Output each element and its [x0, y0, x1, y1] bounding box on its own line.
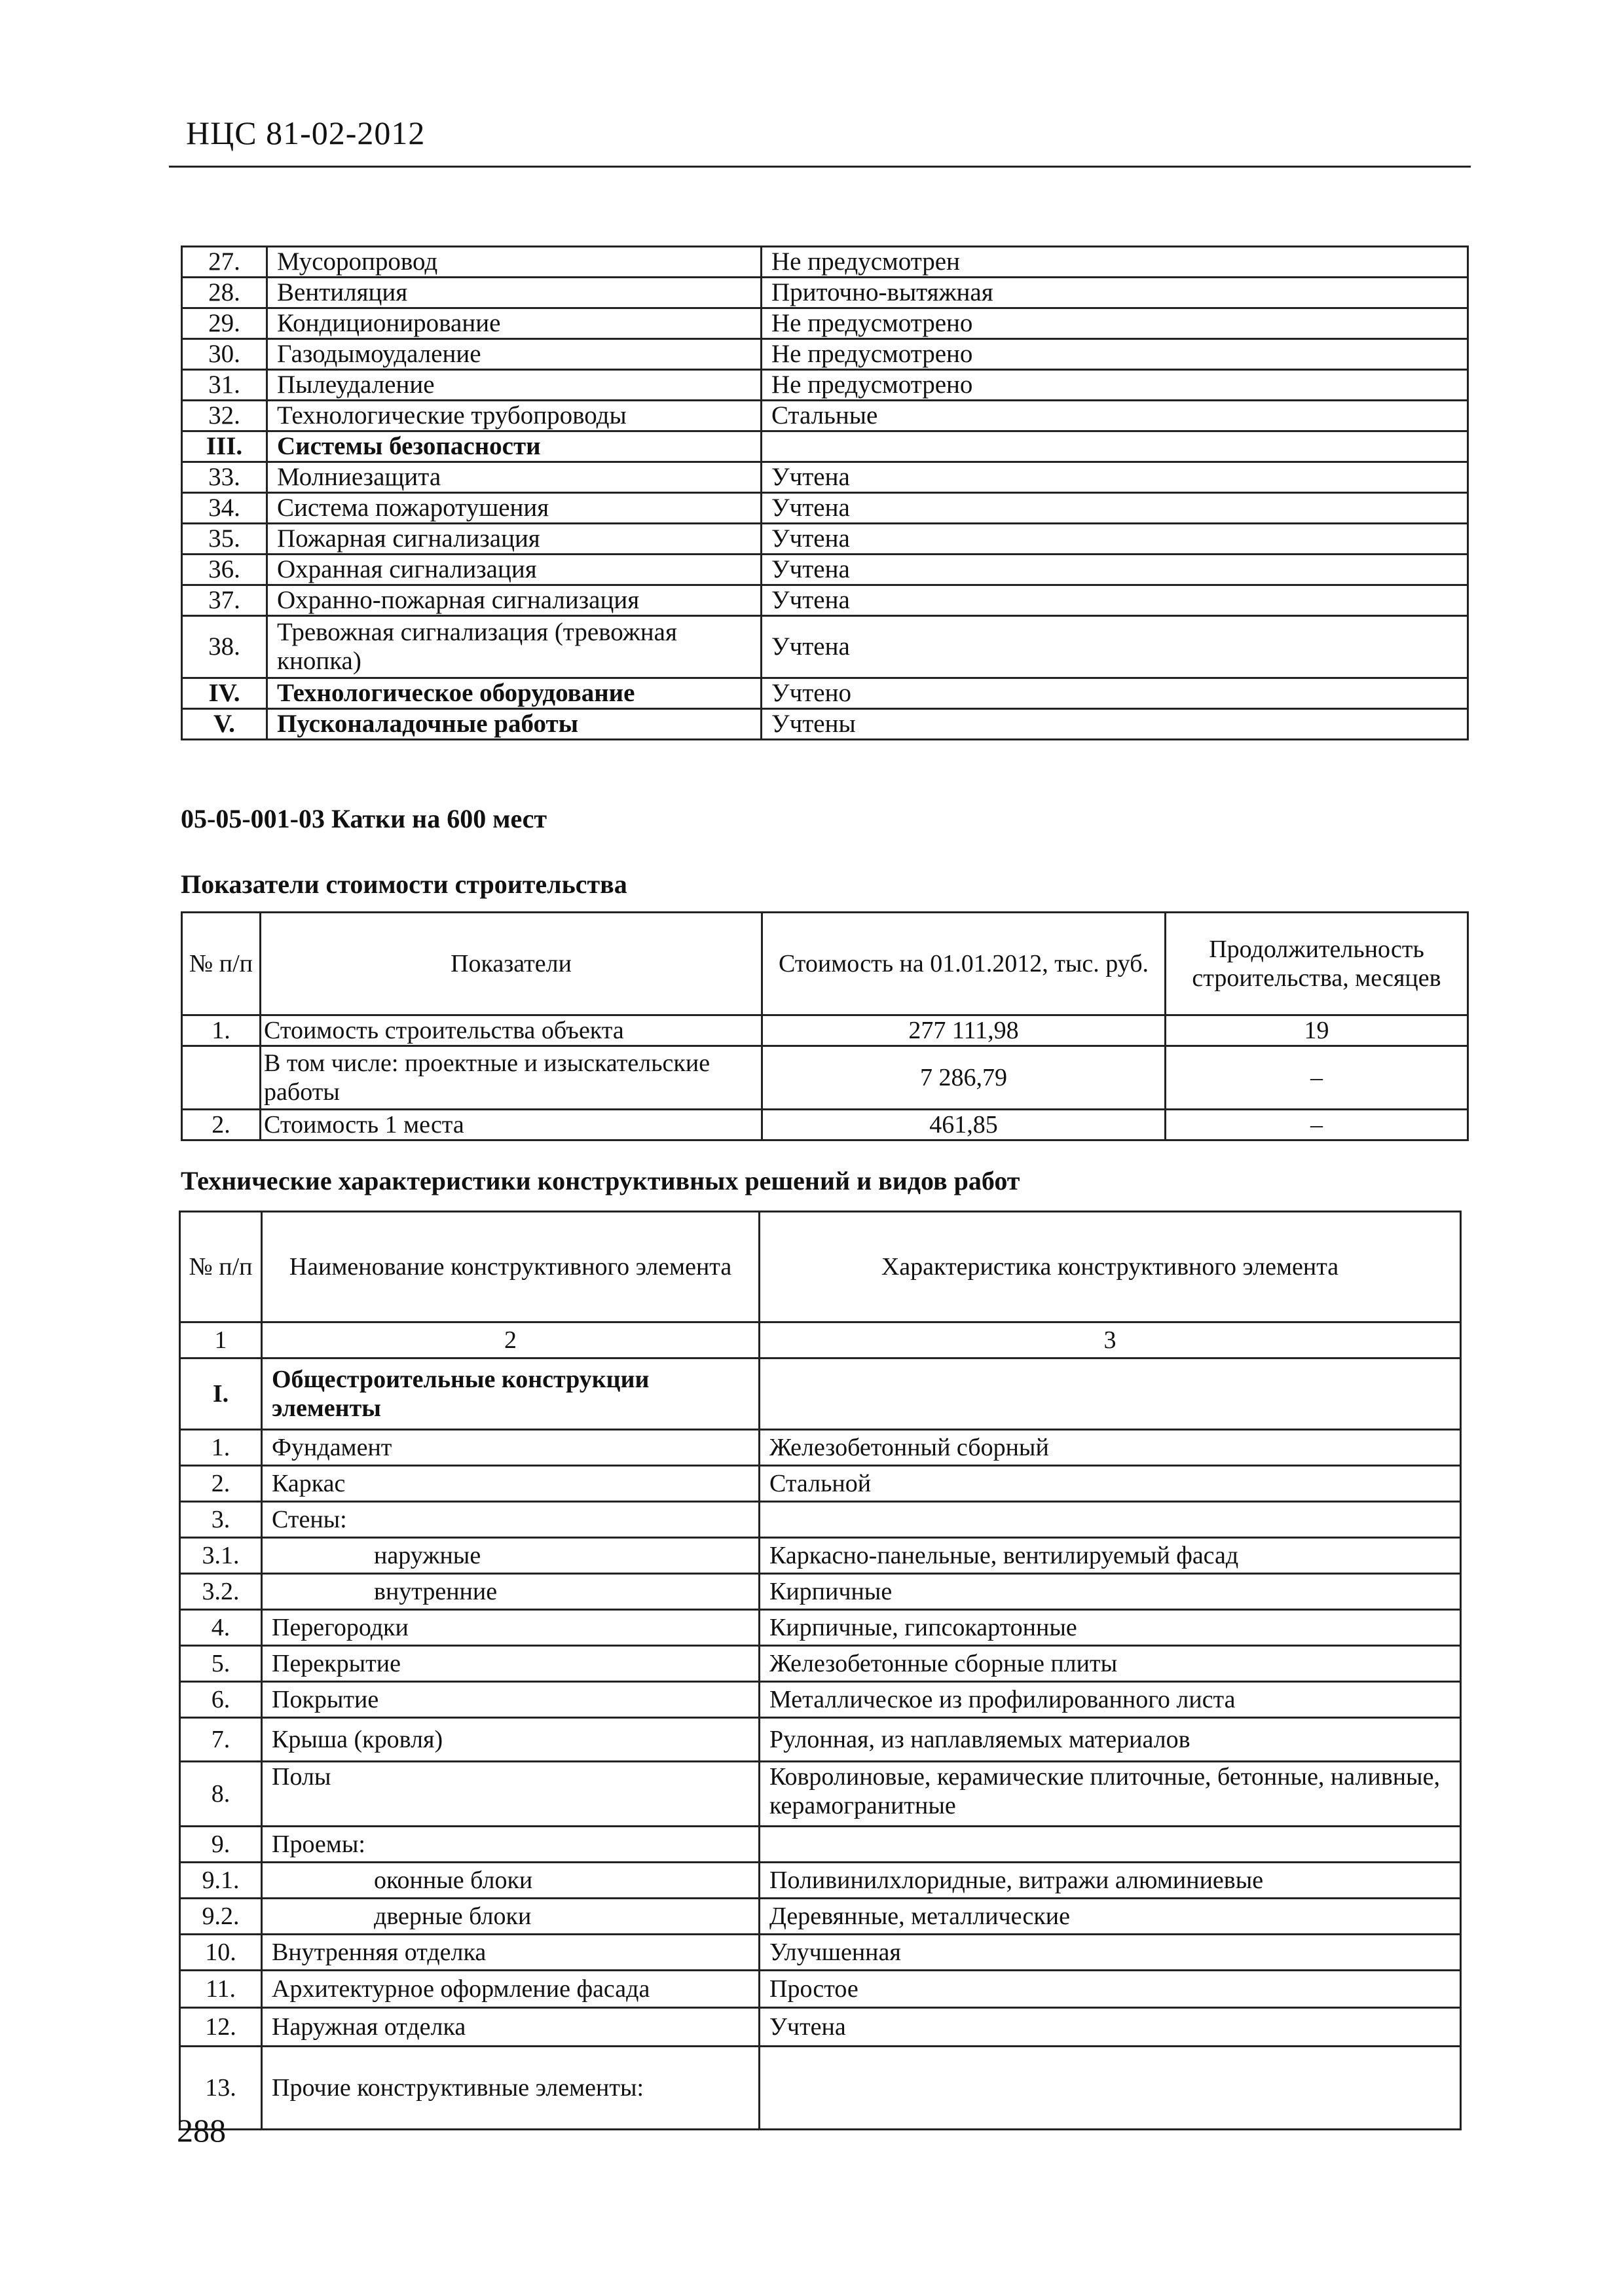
row-number: 9.2.	[180, 1899, 262, 1935]
row-value: Ковролиновые, керамические плиточные, бетонные, наливные, керамогранитные	[760, 1762, 1461, 1827]
row-name: дверные блоки	[262, 1899, 760, 1935]
table-row	[180, 1430, 1461, 1466]
row-value: Не предусмотрено	[762, 308, 1468, 339]
column-number-row	[180, 1322, 1461, 1358]
table-row	[182, 401, 1468, 431]
header-duration: Продолжительность строительства, месяцев	[1166, 913, 1468, 1015]
row-number: 2.	[182, 1110, 261, 1140]
table-row	[182, 339, 1468, 370]
row-indicator: Стоимость 1 места	[261, 1110, 762, 1140]
table-row	[182, 1015, 1468, 1046]
table-row	[180, 1538, 1461, 1574]
cost-table	[181, 911, 1469, 1141]
row-name: Архитектурное оформление фасада	[262, 1971, 760, 2008]
row-number: 12.	[180, 2008, 262, 2047]
table-header-row	[182, 913, 1468, 1015]
row-number: 33.	[182, 462, 267, 493]
table-row	[182, 524, 1468, 555]
row-value: Учтена	[762, 616, 1468, 678]
row-name: Вентиляция	[267, 278, 762, 308]
row-number: 1.	[180, 1430, 262, 1466]
table-row	[182, 370, 1468, 401]
table-row	[182, 1046, 1468, 1110]
row-value: Кирпичные	[760, 1574, 1461, 1610]
section-name: Пусконаладочные работы	[267, 709, 762, 740]
row-number: 5.	[180, 1646, 262, 1682]
row-value: Кирпичные, гипсокартонные	[760, 1610, 1461, 1646]
row-name: Кондиционирование	[267, 308, 762, 339]
row-value: Стальной	[760, 1466, 1461, 1502]
row-cost: 7 286,79	[762, 1046, 1166, 1110]
row-number: 2.	[180, 1466, 262, 1502]
row-value: Учтена	[760, 2008, 1461, 2047]
row-value: Деревянные, металлические	[760, 1899, 1461, 1935]
row-name: внутренние	[262, 1574, 760, 1610]
section-number: I.	[180, 1358, 262, 1430]
table-row	[180, 1863, 1461, 1899]
section-row	[182, 431, 1468, 462]
row-value: Не предусмотрено	[762, 370, 1468, 401]
row-number: 6.	[180, 1682, 262, 1718]
row-value: Учтена	[762, 524, 1468, 555]
row-value: Не предусмотрен	[762, 247, 1468, 278]
row-name: Система пожаротушения	[267, 493, 762, 524]
row-value: Учтены	[762, 709, 1468, 740]
row-value: Приточно-вытяжная	[762, 278, 1468, 308]
row-indicator: В том числе: проектные и изыскательские работы	[261, 1046, 762, 1110]
row-value: Учтена	[762, 585, 1468, 616]
table-row	[182, 616, 1468, 678]
header-num: № п/п	[180, 1212, 262, 1322]
row-value	[760, 1502, 1461, 1538]
row-value: Рулонная, из наплавляемых материалов	[760, 1718, 1461, 1762]
table-row	[182, 1110, 1468, 1140]
table-header-row	[180, 1212, 1461, 1322]
header-num: № п/п	[182, 913, 261, 1015]
row-name: оконные блоки	[262, 1863, 760, 1899]
row-value: Учтено	[762, 678, 1468, 709]
row-name: Крыша (кровля)	[262, 1718, 760, 1762]
table-row	[182, 278, 1468, 308]
document-header-title: НЦС 81-02-2012	[186, 115, 426, 151]
header-name: Наименование конструктивного элемента	[262, 1212, 760, 1322]
row-number: 35.	[182, 524, 267, 555]
row-name: Технологические трубопроводы	[267, 401, 762, 431]
row-name: Пожарная сигнализация	[267, 524, 762, 555]
row-value: Железобетонный сборный	[760, 1430, 1461, 1466]
row-name: Внутренняя отделка	[262, 1935, 760, 1971]
row-name: Покрытие	[262, 1682, 760, 1718]
row-number: 32.	[182, 401, 267, 431]
row-name: Проемы:	[262, 1827, 760, 1863]
row-number: 13.	[180, 2047, 262, 2130]
table-row	[180, 1971, 1461, 2008]
table-row	[180, 1899, 1461, 1935]
section-row	[182, 678, 1468, 709]
row-number: 27.	[182, 247, 267, 278]
row-name: наружные	[262, 1538, 760, 1574]
row-number: 9.	[180, 1827, 262, 1863]
row-name: Перегородки	[262, 1610, 760, 1646]
row-value: Стальные	[762, 401, 1468, 431]
row-value	[760, 1358, 1461, 1430]
row-number: 10.	[180, 1935, 262, 1971]
row-duration: –	[1166, 1110, 1468, 1140]
table-row	[182, 493, 1468, 524]
table-row	[180, 1646, 1461, 1682]
table-row	[182, 585, 1468, 616]
row-value	[760, 2047, 1461, 2130]
row-cost: 461,85	[762, 1110, 1166, 1140]
row-name: Фундамент	[262, 1430, 760, 1466]
section-code-title: 05-05-001-03 Катки на 600 мест	[181, 804, 547, 833]
row-value: Не предусмотрено	[762, 339, 1468, 370]
row-name: Мусоропровод	[267, 247, 762, 278]
tech-table	[179, 1211, 1462, 2130]
row-value: Каркасно-панельные, вентилируемый фасад	[760, 1538, 1461, 1574]
header-divider	[169, 166, 1471, 168]
header-characteristic: Характеристика конструктивного элемента	[760, 1212, 1461, 1322]
section-number: V.	[182, 709, 267, 740]
row-number: 8.	[180, 1762, 262, 1827]
row-name: Каркас	[262, 1466, 760, 1502]
table-row	[180, 1718, 1461, 1762]
row-name: Газодымоудаление	[267, 339, 762, 370]
section-name: Технологическое оборудование	[267, 678, 762, 709]
row-value: Учтена	[762, 493, 1468, 524]
cost-table-title: Показатели стоимости строительства	[181, 869, 627, 899]
row-number: 9.1.	[180, 1863, 262, 1899]
row-duration: –	[1166, 1046, 1468, 1110]
row-indicator: Стоимость строительства объекта	[261, 1015, 762, 1046]
row-name: Полы	[262, 1762, 760, 1827]
table-row	[180, 2047, 1461, 2130]
table-row	[180, 1935, 1461, 1971]
row-value	[760, 1827, 1461, 1863]
section-name: Системы безопасности	[267, 431, 762, 462]
row-value: Металлическое из профилированного листа	[760, 1682, 1461, 1718]
table-row	[182, 462, 1468, 493]
table-row	[180, 1827, 1461, 1863]
header-indicator: Показатели	[261, 913, 762, 1015]
table-row	[182, 555, 1468, 585]
row-number: 34.	[182, 493, 267, 524]
table-row	[180, 1574, 1461, 1610]
section-row	[182, 709, 1468, 740]
row-value: Простое	[760, 1971, 1461, 2008]
row-name: Перекрытие	[262, 1646, 760, 1682]
section-number: III.	[182, 431, 267, 462]
row-number: 11.	[180, 1971, 262, 2008]
table-row	[180, 1502, 1461, 1538]
table-row	[180, 1762, 1461, 1827]
page-number: 288	[177, 2112, 226, 2149]
table-row	[180, 1682, 1461, 1718]
row-value: Железобетонные сборные плиты	[760, 1646, 1461, 1682]
row-number: 31.	[182, 370, 267, 401]
row-number: 37.	[182, 585, 267, 616]
row-number	[182, 1046, 261, 1110]
row-name: Тревожная сигнализация (тревожная кнопка)	[267, 616, 762, 678]
row-value	[762, 431, 1468, 462]
section-row	[180, 1358, 1461, 1430]
systems-table	[181, 246, 1469, 740]
row-number: 3.	[180, 1502, 262, 1538]
table-row	[182, 247, 1468, 278]
row-cost: 277 111,98	[762, 1015, 1166, 1046]
row-number: 29.	[182, 308, 267, 339]
row-name: Прочие конструктивные элементы:	[262, 2047, 760, 2130]
row-number: 4.	[180, 1610, 262, 1646]
row-number: 38.	[182, 616, 267, 678]
col-number-3: 3	[760, 1322, 1461, 1358]
row-name: Пылеудаление	[267, 370, 762, 401]
row-name: Стены:	[262, 1502, 760, 1538]
tech-table-title: Технические характеристики конструктивных решений и видов работ	[181, 1166, 1020, 1195]
row-name: Охранно-пожарная сигнализация	[267, 585, 762, 616]
row-number: 3.1.	[180, 1538, 262, 1574]
row-number: 28.	[182, 278, 267, 308]
section-number: IV.	[182, 678, 267, 709]
header-cost: Стоимость на 01.01.2012, тыс. руб.	[762, 913, 1166, 1015]
row-number: 36.	[182, 555, 267, 585]
row-value: Учтена	[762, 462, 1468, 493]
row-name: Охранная сигнализация	[267, 555, 762, 585]
row-number: 30.	[182, 339, 267, 370]
row-value: Учтена	[762, 555, 1468, 585]
table-row	[180, 2008, 1461, 2047]
table-row	[182, 308, 1468, 339]
col-number-1: 1	[180, 1322, 262, 1358]
row-duration: 19	[1166, 1015, 1468, 1046]
col-number-2: 2	[262, 1322, 760, 1358]
section-name: Общестроительные конструкции элементы	[262, 1358, 760, 1430]
row-number: 7.	[180, 1718, 262, 1762]
row-number: 1.	[182, 1015, 261, 1046]
table-row	[180, 1466, 1461, 1502]
row-value: Улучшенная	[760, 1935, 1461, 1971]
table-row	[180, 1610, 1461, 1646]
row-name: Молниезащита	[267, 462, 762, 493]
row-name: Наружная отделка	[262, 2008, 760, 2047]
row-number: 3.2.	[180, 1574, 262, 1610]
row-value: Поливинилхлоридные, витражи алюминиевые	[760, 1863, 1461, 1899]
